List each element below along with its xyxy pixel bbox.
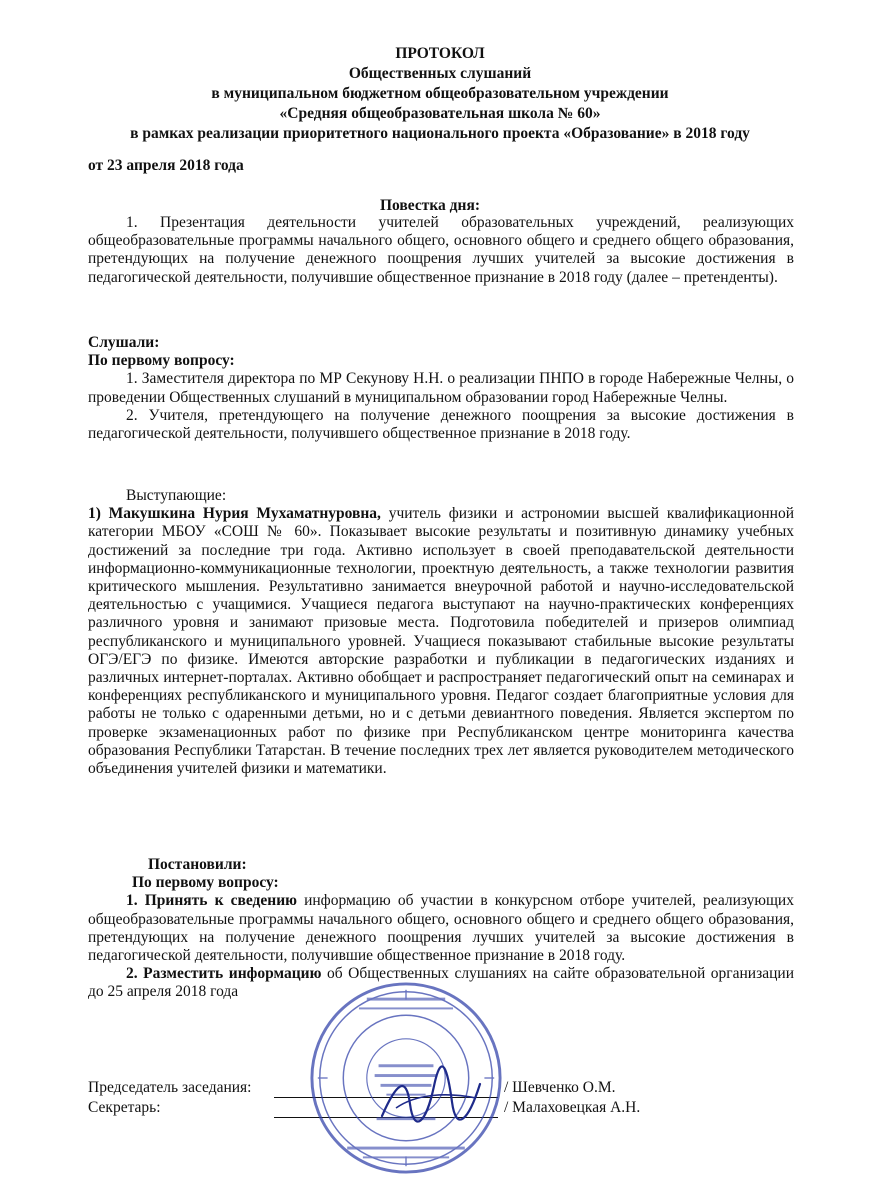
decided-item-1-lead: 1. Принять к сведению: [126, 892, 297, 910]
secretary-role: Секретарь:: [88, 1099, 161, 1116]
agenda-item-1: 1. Презентация деятельности учителей образовательных учреждений, реализующих общеобразовательные программы начального общего, основного общего и среднего общего образования, претендующих на получение денежного поощрения лучших учителей за высокие достижения в педагогической деятельности, получившие общественное признание в 2018 году (далее – претенденты).: [88, 214, 794, 286]
document-title: ПРОТОКОЛ: [395, 45, 485, 62]
speaker-paragraph: [88, 505, 794, 778]
heard-subtitle: По первому вопросу:: [88, 352, 235, 370]
decided-title: Постановили:: [148, 856, 247, 873]
document-date: от 23 апреля 2018 года: [88, 157, 244, 174]
heard-item-2: 2. Учителя, претендующего на получение денежного поощрения за высокие достижения в педагогической деятельности, получившего общественное признание в 2018 году.: [88, 406, 794, 443]
handwritten-signature: [376, 1064, 486, 1134]
speakers-section: [88, 487, 794, 778]
header-line-5: в рамках реализации приоритетного национального проекта «Образование» в 2018 году: [130, 125, 750, 142]
agenda-title: Повестка дня:: [380, 197, 480, 214]
header-line-4: «Средняя общеобразовательная школа № 60»: [279, 105, 601, 122]
chair-role: Председатель заседания:: [88, 1079, 252, 1096]
speakers-title: Выступающие:: [126, 487, 227, 504]
decided-item-2-lead: 2. Разместить информацию: [126, 965, 322, 983]
decided-subtitle: По первому вопросу:: [132, 874, 279, 892]
heard-title: Слушали:: [88, 334, 160, 351]
decided-item-2-text: об Общественных слушаниях на сайте образовательной организации до 25 апреля 2018 года: [88, 965, 794, 1001]
decided-item-1: [88, 892, 794, 965]
header-line-2: Общественных слушаний: [348, 65, 532, 82]
heard-section: [88, 334, 794, 443]
document-header: [60, 44, 820, 144]
speaker-text: учитель физики и астрономии высшей квалификационной категории МБОУ «СОШ № 60». Показывает высокие результаты и позитивную динамику учебных достижений за последние три года. Активно использует в своей преподавательской деятельности информационно-коммуникационные технологии, проектную деятельность, а также технологии развития критического мышления. Результативно занимается внеурочной работой и научно-исследовательской деятельностью с учащимися. Учащиеся педагога выступают на научно-практических конференциях различного уровня и занимают призовые места. Подготовила победителей и призеров олимпиад республиканского и муниципального уровней. Учащиеся показывают стабильные высокие результаты ОГЭ/ЕГЭ по физике. Имеются авторские разработки и публикации в педагогических изданиях и различных интернет-порталах. Активно обобщает и распространяет педагогический опыт на семинарах и конференциях республиканского и муниципального уровня. Педагог создает благоприятные условия для работы не только с одаренными детьми, но и с детьми девиантного поведения. Является экспертом по проверке экзаменационных работ по физике при Республиканском центре мониторинга качества образования Республики Татарстан. В течение последних трех лет является руководителем методического объединения учителей физики и математики.: [88, 505, 794, 778]
chair-name: / Шевченко О.М.: [504, 1079, 616, 1096]
header-line-3: в муниципальном бюджетном общеобразовательном учреждении: [211, 85, 669, 102]
decided-item-1-text: информацию об участии в конкурсном отборе учителей, реализующих общеобразовательные программы начального общего, основного общего и среднего общего образования, претендующих на получение денежного поощрения лучших учителей за высокие достижения в педагогической деятельности, получившие общественное признание в 2018 году.: [88, 892, 794, 965]
heard-item-1: 1. Заместителя директора по МР Секунову Н.Н. о реализации ПНПО в городе Набережные Челны, о проведении Общественных слушаний в муниципальном образовании город Набережные Челны.: [88, 370, 794, 406]
secretary-name: / Малаховецкая А.Н.: [504, 1099, 641, 1116]
speaker-name: 1) Макушкина Нурия Мухаматнуровна,: [88, 505, 381, 523]
